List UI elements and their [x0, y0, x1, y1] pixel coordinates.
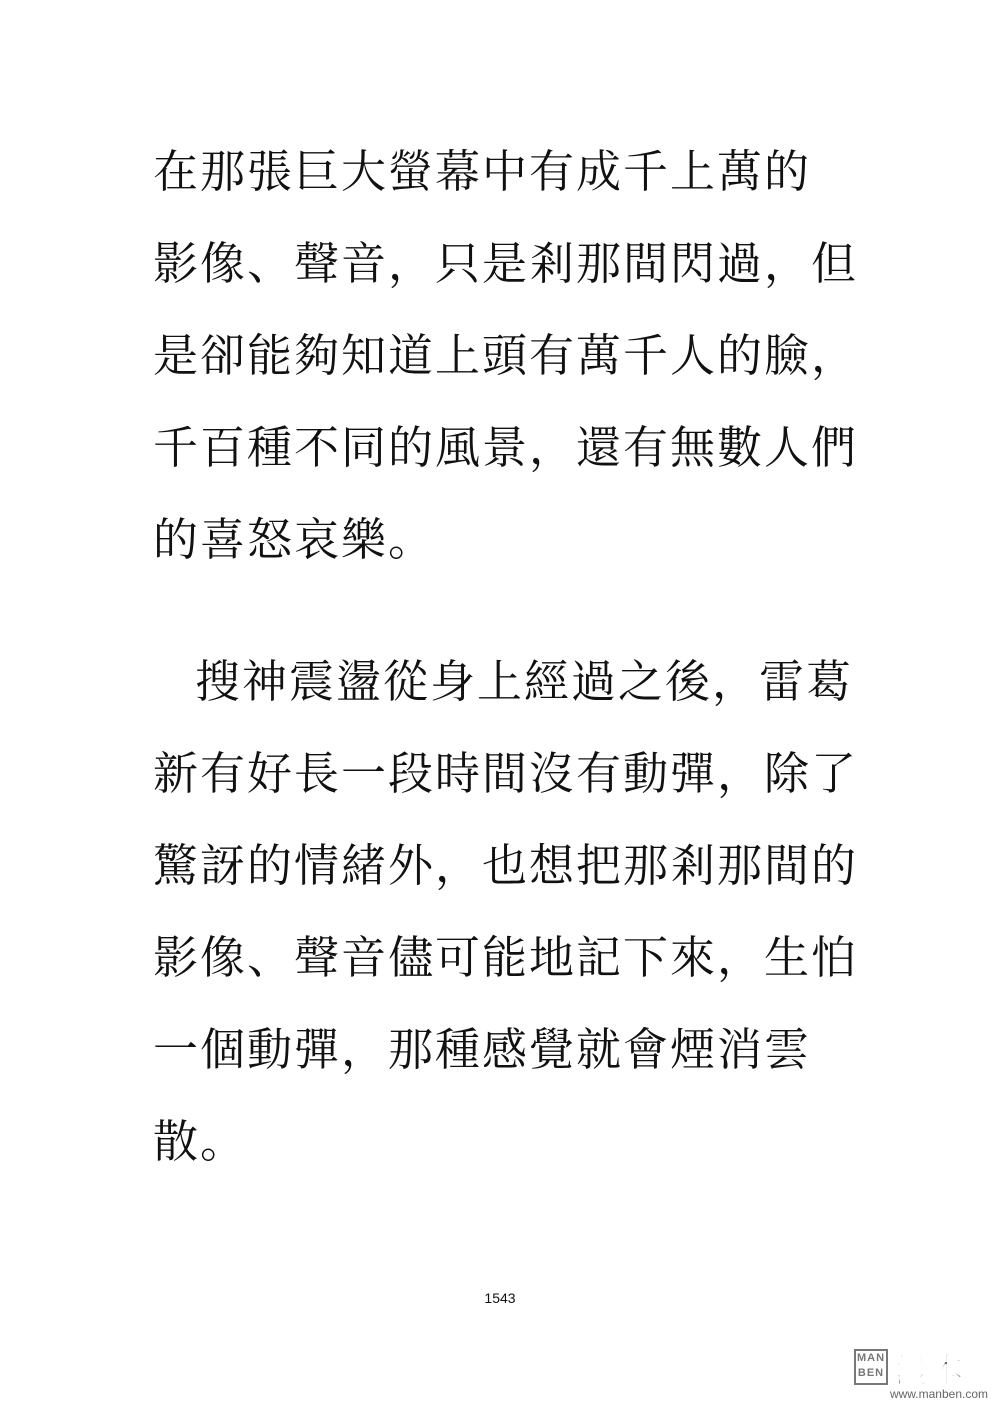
text-line: 搜神震盪從身上經過之後，雷葛 — [195, 655, 854, 708]
paragraph-1 — [153, 126, 859, 586]
watermark-logo-bottom: BEN — [857, 1367, 885, 1379]
text-line: 影像、聲音，只是剎那間閃過，但 — [153, 237, 859, 290]
watermark-logo-top: MAN — [856, 1352, 886, 1364]
watermark — [848, 1343, 988, 1401]
text-line: 驚訝的情緒外，也想把那剎那間的 — [153, 839, 859, 892]
watermark-text: 漫本 — [894, 1351, 966, 1391]
paragraph-2 — [153, 636, 859, 1188]
watermark-logo-icon — [854, 1349, 888, 1385]
text-line: 新有好長一段時間沒有動彈，除了 — [153, 747, 859, 800]
text-line: 散。 — [153, 1115, 248, 1168]
text-line: 千百種不同的風景，還有無數人們 — [153, 421, 859, 474]
text-line: 影像、聲音儘可能地記下來，生怕 — [153, 931, 859, 984]
text-line: 在那張巨大螢幕中有成千上萬的 — [153, 145, 812, 198]
text-line: 的喜怒哀樂。 — [153, 513, 436, 566]
text-line: 一個動彈，那種感覺就會煙消雲 — [153, 1023, 812, 1076]
text-line: 是卻能夠知道上頭有萬千人的臉， — [153, 329, 859, 382]
watermark-url: www.manben.com — [889, 1387, 988, 1401]
page-number: 1543 — [484, 1290, 516, 1306]
